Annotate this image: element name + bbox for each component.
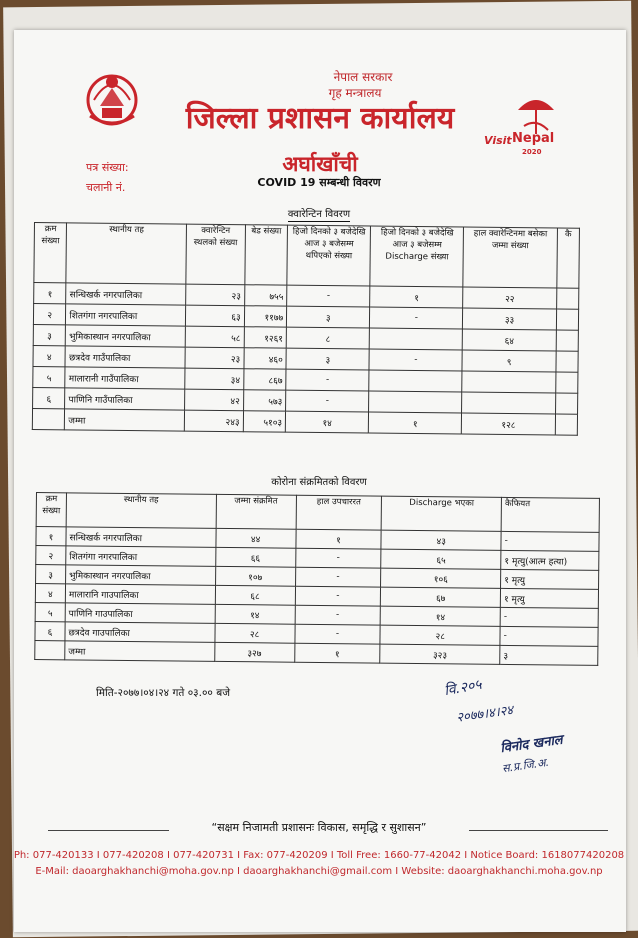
office-title: जिल्ला प्रशासन कार्यालय bbox=[185, 101, 455, 136]
column-header: हिजो दिनको ३ बजेदेखि आज ३ बजेसम्म थपिएको संख्या bbox=[287, 225, 371, 286]
column-header: स्थानीय तह bbox=[66, 223, 186, 284]
subject-line: COVID 19 सम्बन्धी विवरण bbox=[257, 176, 381, 189]
district-title: अर्घाखाँची bbox=[282, 151, 358, 176]
signatory-title: स.प्र.जि.अ. bbox=[501, 755, 550, 776]
signature-date: २०७७।४।२४ bbox=[455, 703, 515, 726]
signature-initials: वि.२०५ bbox=[442, 676, 483, 700]
column-header: क्वारेन्टिन स्थलको संख्या bbox=[186, 224, 245, 285]
table-row: ३ भुमिकास्थान नगरपालिका ५८ १२६१ ८ ६४ bbox=[33, 324, 578, 351]
corona-table bbox=[34, 492, 600, 666]
total-row: जम्मा २४३ ५१०३ १४ १ १२८ bbox=[32, 408, 577, 435]
corona-heading: कोरोना संक्रमितको विवरण bbox=[271, 477, 367, 488]
table-row: २ शितगंगा नगरपालिका ६३ ११७७ ३ - ३३ bbox=[33, 304, 578, 331]
quarantine-heading: क्वारेन्टिन विवरण bbox=[287, 209, 351, 220]
column-header: बेड संख्या bbox=[245, 225, 288, 285]
quarantine-header-row bbox=[34, 223, 580, 289]
visit-nepal-logo bbox=[484, 90, 576, 160]
column-header: हाल क्वारेन्टिनमा बसेका जम्मा संख्या bbox=[463, 227, 557, 288]
table-row: १ सन्धिखर्क नगरपालिका ४४ १ ४३ - bbox=[36, 527, 599, 552]
table-row: ६ पाणिनि गाउँपालिका ४२ ५७३ - bbox=[33, 387, 578, 414]
ministry-label: गृह मन्त्रालय bbox=[328, 86, 382, 100]
table-row: ५ मालारानी गाउँपालिका ३४ ८६७ - bbox=[33, 366, 578, 393]
letter-number-label: पत्र संख्या: bbox=[86, 161, 129, 174]
visit-text: Visit bbox=[484, 134, 512, 147]
column-header: कै bbox=[556, 228, 579, 288]
table-row: ४ छत्रदेव गाउँपालिका २३ ४६० ३ - ९ bbox=[33, 345, 578, 372]
column-header: कैफियत bbox=[501, 497, 599, 532]
nepal-text: Nepal bbox=[512, 131, 555, 146]
table-row: ३ भुमिकास्थान नगरपालिका १०७ - १०६ १ मृत्यु bbox=[36, 565, 599, 590]
footer-motto: “सक्षम निजामती प्रशासनः विकास, समृद्धि र सुशासन” bbox=[169, 820, 469, 835]
contact-phone-line: Ph: 077-420133 I 077-420208 I 077-420731 I Fax: 077-420209 I Toll Free: 1660-77-42042 I Notice Board: 1618077420208 bbox=[13, 850, 625, 861]
dispatch-number-label: चलानी नं. bbox=[86, 181, 126, 194]
report-date: मिति-२०७७।०४।२४ गते ०३.०० बजे bbox=[96, 687, 231, 699]
signatory-name: विनोद खनाल bbox=[499, 732, 564, 757]
table-row: ४ मालारानि गाउपालिका ६८ - ६७ १ मृत्यु bbox=[35, 584, 598, 609]
table-row: २ शितगंगा नगरपालिका ६६ - ६५ १ मृत्यु(आत्म हत्या) bbox=[36, 546, 599, 571]
column-header: हाल उपचाररत bbox=[296, 495, 382, 530]
column-header: Discharge भएका bbox=[381, 496, 501, 531]
column-header: क्रम संख्या bbox=[36, 493, 66, 527]
column-header: क्रम संख्या bbox=[34, 223, 67, 283]
government-label: नेपाल सरकार bbox=[333, 70, 393, 84]
quarantine-table bbox=[32, 222, 580, 436]
contact-email-line: E-Mail: daoarghakhanchi@moha.gov.np I daoarghakhanchi@gmail.com I Website: daoarghakhanchi.moha.gov.np bbox=[35, 866, 603, 877]
signature-block bbox=[436, 676, 596, 786]
table-row: १ सन्धिखर्क नगरपालिका २३ ७५५ - १ २२ bbox=[34, 283, 579, 310]
column-header: हिजो दिनको ३ बजेदेखि आज ३ बजेसम्म Discharge संख्या bbox=[370, 226, 464, 287]
column-header: स्थानीय तह bbox=[66, 493, 216, 529]
visit-year: 2020 bbox=[522, 148, 542, 156]
column-header: जम्मा संक्रमित bbox=[216, 494, 296, 529]
table-row: ५ पाणिनि गाउपालिका १४ - १४ - bbox=[35, 602, 598, 627]
total-row: जम्मा ३२७ १ ३२३ ३ bbox=[35, 640, 598, 665]
table-row: ६ छत्रदेव गाउपालिका २८ - २८ - bbox=[35, 621, 598, 646]
